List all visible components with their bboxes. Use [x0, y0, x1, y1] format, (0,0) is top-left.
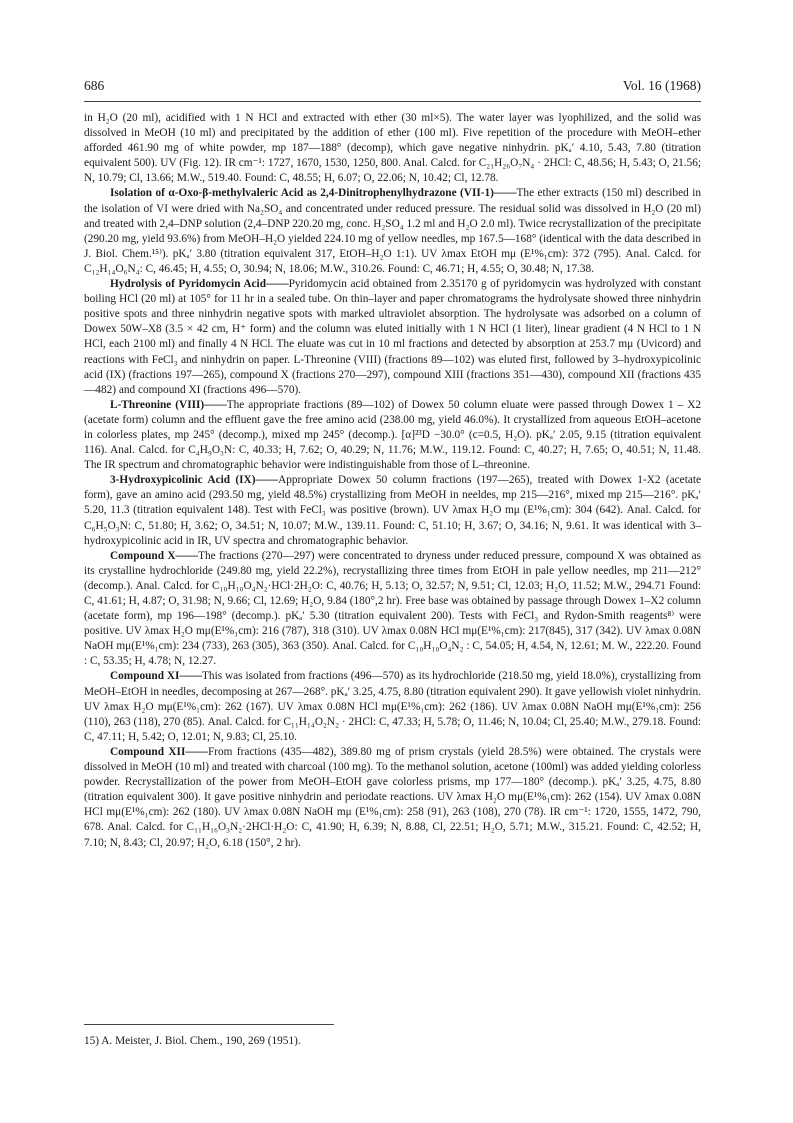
paragraph-threonine [84, 398, 701, 473]
paragraph-text: This was isolated from fractions (496—570) as its hydrochloride (218.50 mg, yield 18.0%), crystallizing from MeOH–EtOH in needles, decomposing at 267—268°. pKₐ′ 3.25, 4.75, 8.80 (titration equivalent 290). It gave yellowish violet ninhydrin. UV λmax H₂O mμ(E¹%₁cm): 262 (167). UV λmax 0.08N HCl mμ(E¹%₁cm): 262 (186). UV λmax 0.08N NaOH mμ(E¹%₁cm): 256 (110), 263 (118), 270 (85). Anal. Calcd. for C₁₁H₁₄O₂N₂ · 2HCl: C, 47.33; H, 5.78; O, 11.46; N, 10.04; Cl, 25.40; M.W., 279.18. Found: C, 47.11; H, 5.42; O, 12.01; N, 9.83; Cl, 25.10. [84, 670, 701, 743]
journal-volume: Vol. 16 (1968) [622, 78, 701, 93]
section-heading: Hydrolysis of Pyridomycin Acid—— [110, 278, 289, 291]
paragraph-text: Pyridomycin acid obtained from 2.35170 g of pyridomycin was hydrolyzed with constant boiling HCl (20 ml) at 105° for 11 hr in a sealed tube. On thin–layer and paper chromatograms the hydrolysate showed three ninhydrin positive spots and three ninhydrin negative spots with marked ultraviolet absorption. The hydrolysate was adsorbed on a column of Dowex 50W–X8 (3.5 × 42 cm, H⁺ form) and the column was eluted initially with 1 N HCl (1 liter), linear gradient (4 N HCl to 1 N HCl, each 2100 ml) and finally 4 N HCl. The eluate was cut in 10 ml fractions and detected by absorption at 253.7 mμ (Uvicord) and reactions with FeCl₃ and ninhydrin on paper. L-Threonine (VIII) (fractions 89—102) was eluted first, followed by 3–hydroxypicolinic acid (IX) (fractions 197—265), compound X (fractions 270—297), compound XIII (fractions 351—430), compound XII (fractions 435—482) and compound XI (fractions 496—570). [84, 278, 701, 396]
paragraph-hydroxypicolinic [84, 473, 701, 548]
section-heading: 3-Hydroxypicolinic Acid (IX)—— [110, 474, 279, 487]
paragraph-isolation-oxo-acid [84, 186, 701, 277]
header-rule [84, 101, 701, 102]
body-text [84, 111, 701, 851]
page-header [84, 78, 701, 100]
paragraph-compound-xi [84, 669, 701, 744]
section-heading: Compound XI—— [110, 670, 203, 683]
section-heading: Compound XII—— [110, 745, 208, 758]
section-heading: L-Threonine (VIII)—— [110, 398, 227, 411]
section-heading: Compound X—— [110, 549, 199, 562]
section-heading: Isolation of α-Oxo-β-methylvaleric Acid as 2,4-Dinitrophenylhydrazone (VII-1)—— [110, 187, 517, 200]
paragraph-text: From fractions (435—482), 389.80 mg of prism crystals (yield 28.5%) were obtained. The crystals were dissolved in MeOH (10 ml) and treated with charcoal (100 mg). To the methanol solution, acetone (100ml) was added yielding colorless powder. Recrystallization of the power from MeOH–EtOH gave colorless prisms, mp 177—180° (decomp.). pKₐ′ 3.25, 4.75, 8.80 (titration equivalent 300). It gave positive ninhydrin and periodate reactions. UV λmax H₂O mμ(E¹%₁cm): 262 (154). UV λmax 0.08N HCl mμ(E¹%₁cm): 262 (180). UV λmax 0.08N NaOH mμ (E¹%₁cm): 258 (91), 263 (108), 270 (78). IR cm⁻¹: 1720, 1555, 1472, 790, 678. Anal. Calcd. for C₁₁H₁₆O₃N₂·2HCl·H₂O: C, 41.90; H, 6.39; N, 8.88, Cl, 22.51; H₂O, 5.71; M.W., 315.21. Found: C, 42.52; H, 7.10; N, 8.43; Cl, 20.97; H₂O, 6.18 (150°, 2 hr). [84, 745, 701, 849]
footnote-rule [84, 1024, 334, 1025]
footnote: 15) A. Meister, J. Biol. Chem., 190, 269 (1951). [84, 1035, 301, 1047]
paragraph-text: The fractions (270—297) were concentrated to dryness under reduced pressure, compound X was obtained as its crystalline hydrochloride (249.80 mg, yield 22.2%), recrystallizing three times from EtOH in pale yellow needles, mp 211—212° (decomp.). Anal. Calcd. for C₁₀H₁₀O₄N₂·HCl·2H₂O: C, 40.76; H, 5.13; O, 32.57; N, 9.51; Cl, 12.03; H₂O, 11.52; M.W., 294.71 Found: C, 41.61; H, 4.87; O, 31.98; N, 9.66; Cl, 12.69; H₂O, 9.84 (180°,2 hr). Free base was obtained by passage through Dowex 1–X2 column (acetate form), mp 196—198° (decomp.). pKₐ′ 5.30 (titration equivalent 200). Tests with FeCl₃ and Rydon-Smith reagents⁸⁾ were positive. UV λmax H₂O mμ(E¹%₁cm): 216 (787), 318 (310). UV λmax 0.08N HCl mμ(E¹%₁cm): 217(845), 317 (342). UV λmax 0.08N NaOH mμ(E¹%₁cm): 234 (733), 263 (305), 363 (350). Anal. Calcd. for C₁₀H₁₀O₄N₂ : C, 54.05; H, 4.54, N, 12.61; M. W., 222.20. Found : C, 53.35; H, 4.78; N, 12.27. [84, 549, 701, 668]
paragraph-text: The appropriate fractions (89—102) of Dowex 50 column eluate were passed through Dowex 1 – X2 (acetate form) column and the effluent gave the free amino acid (238.00 mg, yield 46.0%). It crystallized from aqueous EtOH–acetone in colorless plates, mp 245° (decomp.), mixed mp 245° (decomp.). [α]²³D −30.0° (c=0.5, H₂O). pKₐ′ 2.05, 9.15 (titration equivalent 116). Anal. Calcd. for C₄H₉O₃N: C, 40.33; H, 7.62; O, 40.29; N, 11.76; M.W., 119.12. Found: C, 40.27; H, 7.65; O, 40.51; N, 11.48. The IR spectrum and chromatographic behavior were indistinguishable from those of L–threonine. [84, 398, 701, 472]
paragraph-compound-xii [84, 745, 701, 851]
page-number: 686 [84, 78, 105, 93]
paragraph-compound-x [84, 549, 701, 670]
paragraph-text: in H₂O (20 ml), acidified with 1 N HCl and extracted with ether (30 ml×5). The water layer was lyophilized, and the solid was dissolved in MeOH (10 ml) and precipitated by the addition of ether (100 ml). Five repetition of the procedure with MeOH–ether afforded 461.90 mg of white powder, mp 187—188° (decomp), which gave negative ninhydrin. pKₐ′ 4.10, 5.43, 7.80 (titration equivalent 500). UV (Fig. 12). IR cm⁻¹: 1727, 1670, 1530, 1250, 800. Anal. Calcd. for C₂₁H₂₆O₇N₄ · 2HCl: C, 48.56; H, 5.43; O, 21.56; N, 10.79; Cl, 13.66; M.W., 519.40. Found: C, 48.55; H, 6.07; O, 22.06; N, 10.42; Cl, 12.78. [84, 112, 701, 185]
paragraph-text: Appropriate Dowex 50 column fractions (197—265), treated with Dowex 1-X2 (acetate form), gave an amino acid (293.50 mg, yield 48.5%) crystallizing from MeOH in neeldes, mp 215—216°, mixed mp 215—216°. pKₐ′ 5.20, 11.3 (titration equivalent 148). Test with FeCl₃ was positive (brown). UV λmax H₂O mμ (E¹%₁cm): 304 (642). Anal. Calcd. for C₆H₅O₃N: C, 51.80; H, 3.62; O, 34.51; N, 10.07; M.W., 139.11. Found: C, 51.10; H, 3.67; O, 34.16; N, 9.61. It was identical with 3–hydroxypicolinic acid in IR, UV spectra and chromatographic behavior. [84, 474, 701, 547]
paragraph-continuation [84, 111, 701, 186]
paragraph-text: The ether extracts (150 ml) described in the isolation of VI were dried with Na₂SO₄ and concentrated under reduced pressure. The residual solid was dissolved in H₂O (20 ml) and treated with 2,4–DNP solution (2,4–DNP 220.20 mg, conc. H₂SO₄ 1.2 ml and H₂O 2.0 ml). Twice recrystallization of the precipitate (290.20 mg, yield 93.6%) from MeOH–H₂O yielded 224.10 mg of yellow needles, mp 167.5—168° (identical with the data described in J. Biol. Chem.¹⁵⁾). pKₐ′ 3.80 (titration equivalent 317, EtOH–H₂O 1:1). UV λmax EtOH mμ (E¹%₁cm): 372 (795). Anal. Calcd. for C₁₂H₁₄O₆N₄: C, 46.45; H, 4.55; O, 30.94; N, 18.06; M.W., 310.26. Found: C, 46.71; H, 4.55; O, 30.48; N, 17.38. [84, 187, 701, 275]
paragraph-hydrolysis [84, 277, 701, 398]
